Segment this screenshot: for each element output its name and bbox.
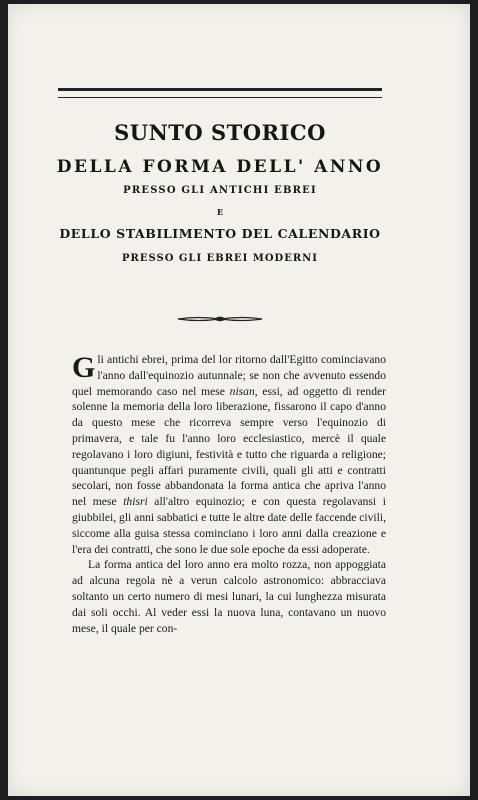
body-text	[72, 352, 386, 636]
book-page	[8, 4, 470, 796]
title-line-6: PRESSO GLI EBREI MODERNI	[122, 253, 318, 264]
paragraph-1-part-b: , essi, ad oggetto di render solenne la memoria della loro liberazione, fissarono il capo d'anno da questo mese che ricorreva sempre verso l'equinozio di primavera, e tale fu l'anno loro ecclesiastico, mercè il quale regolavano i loro digiuni, festività e tutto che riguarda a religione; quantunque pegli affari puramente civili, quali gli atti e contratti secolari, non fosse abbandonata la forma antica che apriva l'anno nel mese	[72, 384, 386, 509]
word-thisri: thisri	[123, 495, 148, 509]
ornament-divider-icon	[176, 315, 264, 323]
title-conjunction: E	[216, 207, 224, 217]
title-line-2: DELLA FORMA DELL' ANNO	[56, 157, 384, 177]
paragraph-1	[72, 352, 386, 557]
paragraph-1-part-c: all'altro equinozio; e con questa regolavansi i giubbilei, gli anni sabbatici e tutte le altre date delle faccende civili, siccome alla guisa stessa cominciano i loro anni dalla creazione e l'era dei contratti, che sono le due sole epoche da essi adoperate.	[72, 495, 386, 556]
drop-cap: G	[72, 351, 96, 384]
header-double-rule	[58, 88, 382, 98]
title-line-1: SUNTO STORICO	[114, 120, 326, 145]
title-line-5: DELLO STABILIMENTO DEL CALENDARIO	[59, 226, 381, 241]
title-block	[48, 120, 392, 266]
title-line-3: PRESSO GLI ANTICHI EBREI	[123, 185, 317, 196]
paragraph-1-part-a: li antichi ebrei, prima del lor ritorno dall'Egitto cominciavano l'anno dall'equinozio autunnale; se non che avvenuto essendo quel memorando caso nel mese	[72, 353, 386, 398]
paragraph-2: La forma antica del loro anno era molto rozza, non appoggiata ad alcuna regola nè a verun calcolo astronomico: abbracciava soltanto un certo numero di mesi lunari, la cui lunghezza misurata dai soli occhi. Al veder essi la nuova luna, contavano un nuovo mese, il quale per con-	[72, 558, 386, 635]
word-nisan: nisan	[229, 384, 255, 398]
